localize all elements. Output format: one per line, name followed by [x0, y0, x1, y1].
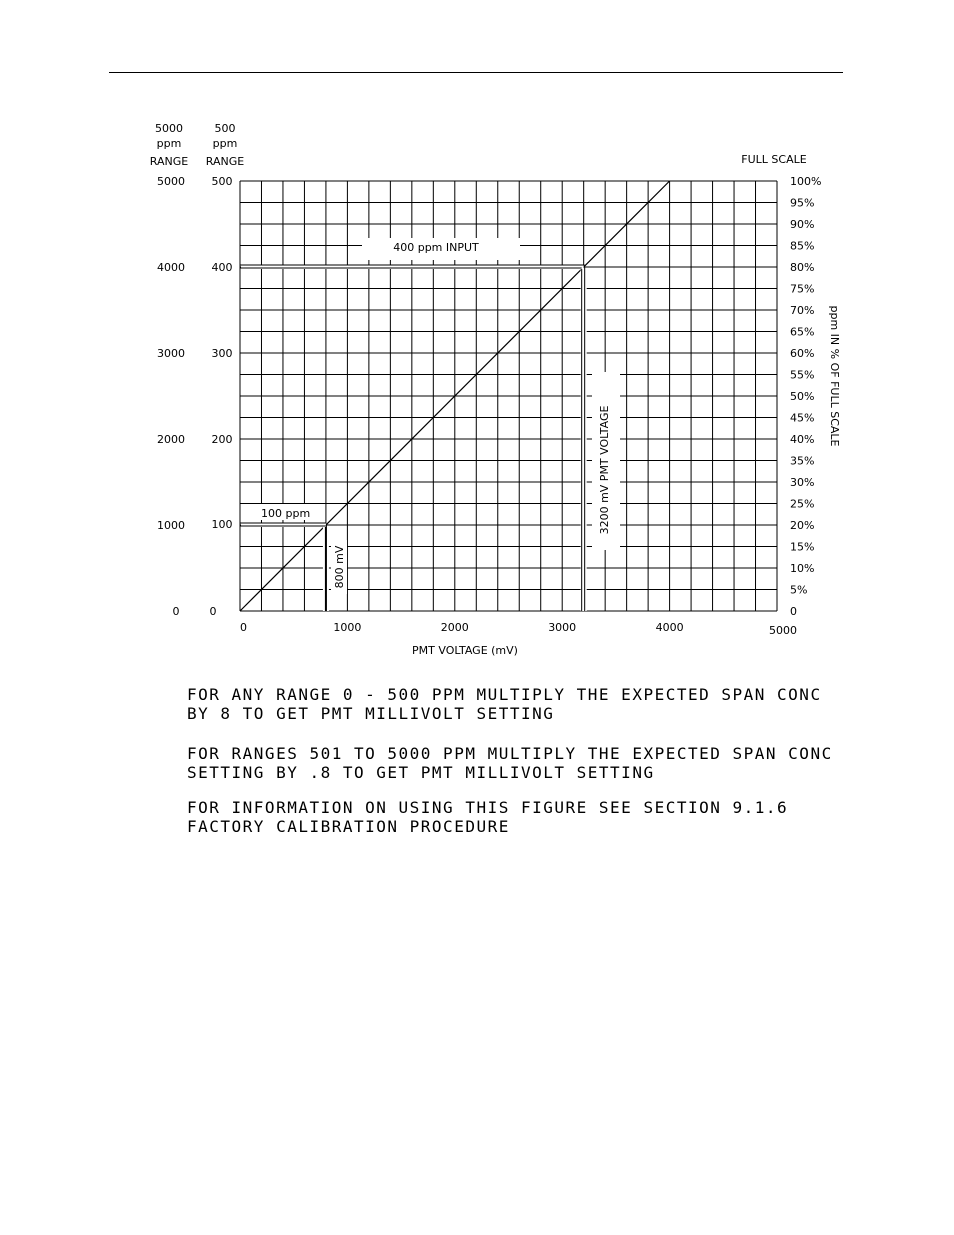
- label-800mv: 800 mV: [333, 545, 346, 589]
- x-tick-label: 5000: [769, 624, 797, 637]
- left-axis-5000-tick: 5000: [157, 175, 185, 188]
- note-3-line-2: FACTORY CALIBRATION PROCEDURE: [187, 817, 510, 836]
- right-axis-tick: 75%: [790, 282, 815, 296]
- x-tick-label: 2000: [440, 621, 469, 634]
- right-axis-tick: 15%: [790, 540, 815, 554]
- right-axis-label: ppm IN % OF FULL SCALE: [828, 305, 841, 447]
- left-axis-500-tick: 200: [211, 433, 233, 446]
- right-axis-header: FULL SCALE: [741, 153, 807, 166]
- right-axis-tick: 50%: [790, 390, 815, 403]
- left-axis-500-tick: 500: [211, 175, 233, 188]
- left-axis-5000-header: ppm: [156, 137, 182, 150]
- right-axis-tick: 95%: [790, 196, 815, 210]
- note-1-line-1: FOR ANY RANGE 0 - 500 PPM MULTIPLY THE EXPECTED SPAN CONC: [187, 685, 822, 704]
- left-axis-5000-header: RANGE: [149, 155, 189, 168]
- left-axis-500-header: ppm: [212, 137, 238, 150]
- left-axis-500-header: 500: [214, 122, 236, 135]
- left-axis-500-tick: 300: [211, 347, 233, 360]
- x-tick-label: 1000: [333, 621, 362, 634]
- right-axis-tick: 40%: [790, 433, 815, 446]
- right-axis-tick: 100%: [790, 175, 822, 188]
- label-400ppm-input: 400 ppm INPUT: [393, 241, 479, 254]
- left-axis-5000-tick: 2000: [157, 433, 185, 446]
- left-axis-500-tick: 400: [211, 261, 233, 274]
- right-axis-tick: 25%: [790, 497, 815, 511]
- right-axis-tick: 45%: [790, 411, 815, 425]
- left-axis-500-header: RANGE: [205, 155, 245, 168]
- right-axis-tick: 10%: [790, 562, 815, 575]
- right-axis-tick: 55%: [790, 368, 815, 382]
- left-axis-5000-tick: 3000: [157, 347, 185, 360]
- note-1-line-2: BY 8 TO GET PMT MILLIVOLT SETTING: [187, 704, 555, 723]
- note-2-line-2: SETTING BY .8 TO GET PMT MILLIVOLT SETTING: [187, 763, 655, 782]
- note-2-line-1: FOR RANGES 501 TO 5000 PPM MULTIPLY THE EXPECTED SPAN CONC: [187, 744, 833, 763]
- left-axis-5000-tick: 4000: [157, 261, 185, 274]
- right-axis-tick: 20%: [790, 519, 815, 532]
- left-axis-500-tick: 100: [211, 518, 233, 531]
- right-axis-tick: 35%: [790, 454, 815, 468]
- label-3200mv-pmt-voltage: 3200 mV PMT VOLTAGE: [598, 405, 611, 535]
- left-axis-500-tick: 0: [209, 605, 217, 618]
- x-tick-label: 3000: [548, 621, 577, 634]
- x-tick-label: 4000: [655, 621, 684, 634]
- left-axis-5000-tick: 1000: [157, 519, 185, 532]
- right-axis-tick: 80%: [790, 261, 815, 274]
- x-axis-label: PMT VOLTAGE (mV): [412, 644, 518, 657]
- right-axis-tick: 65%: [790, 325, 815, 339]
- right-axis-tick: 5%: [790, 583, 808, 597]
- right-axis-tick: 0: [790, 605, 797, 618]
- right-axis-tick: 30%: [790, 476, 815, 489]
- label-100ppm: 100 ppm: [261, 507, 311, 520]
- note-3-line-1: FOR INFORMATION ON USING THIS FIGURE SEE SECTION 9.1.6: [187, 798, 789, 817]
- right-axis-tick: 90%: [790, 218, 815, 231]
- left-axis-5000-header: 5000: [155, 122, 183, 135]
- right-axis-tick: 85%: [790, 239, 815, 253]
- x-tick-label: 0: [240, 621, 247, 634]
- left-axis-5000-tick: 0: [172, 605, 180, 618]
- right-axis-tick: 60%: [790, 347, 815, 360]
- right-axis-tick: 70%: [790, 304, 815, 317]
